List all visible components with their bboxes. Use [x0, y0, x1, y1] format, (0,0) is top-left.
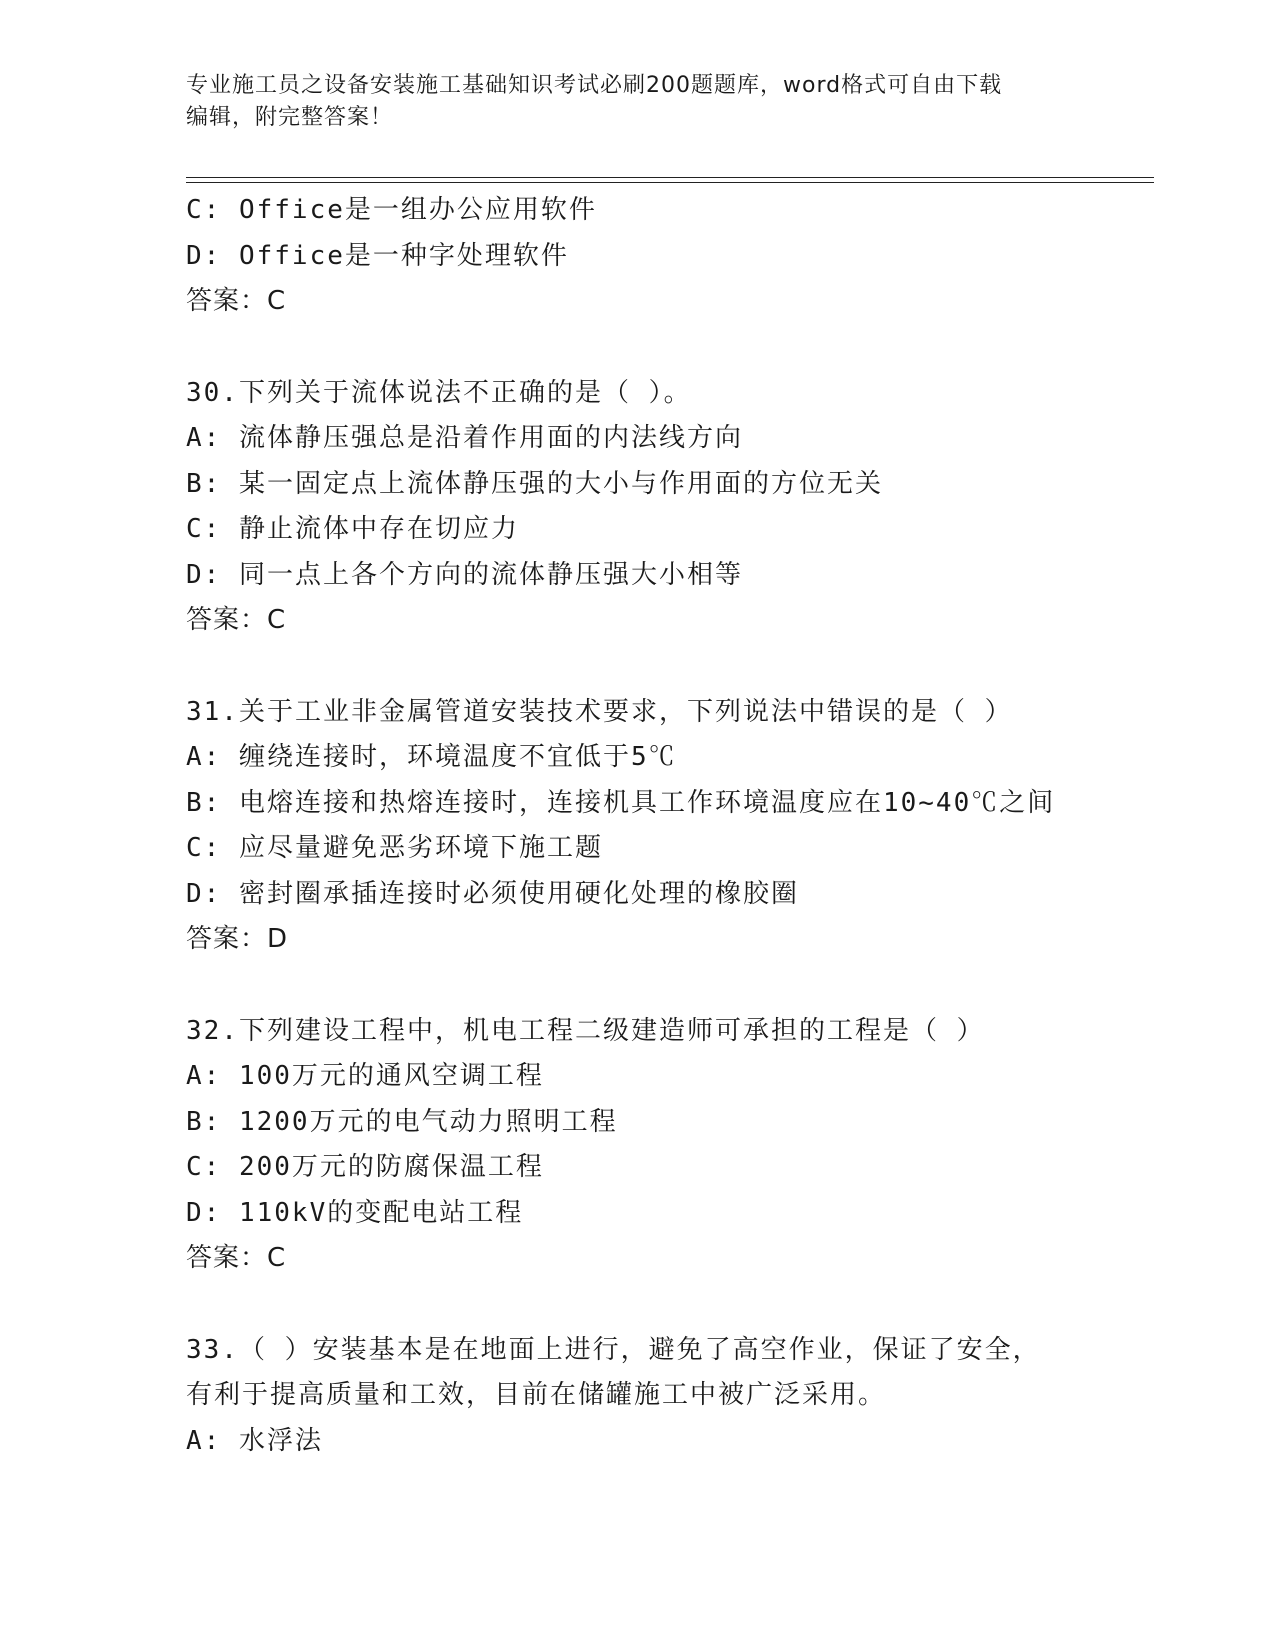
question-stem: 33.（ ）安装基本是在地面上进行，避免了高空作业，保证了安全，	[186, 1334, 1041, 1365]
spacer	[186, 1282, 1146, 1328]
answer: 答案：D	[186, 924, 289, 954]
option-c: C: 静止流体中存在切应力	[186, 514, 519, 544]
option-a: A: 水浮法	[186, 1425, 323, 1456]
document-body	[186, 188, 1146, 1464]
option-d: D: 密封圈承插连接时必须使用硬化处理的橡胶圈	[186, 878, 799, 909]
spacer	[186, 644, 1146, 690]
header-rule-bottom	[186, 182, 1154, 183]
option-c: C: 应尽量避免恶劣环境下施工题	[186, 833, 603, 863]
spacer	[186, 325, 1146, 371]
question-33	[186, 1328, 1146, 1465]
option-a: A: 缠绕连接时，环境温度不宜低于5℃	[186, 742, 677, 772]
option-c: C: Office是一组办公应用软件	[186, 195, 597, 225]
option-b: B: 某一固定点上流体静压强的大小与作用面的方位无关	[186, 468, 883, 499]
header-line-2: 编辑，附完整答案！	[186, 105, 394, 130]
option-a: A: 100万元的通风空调工程	[186, 1061, 544, 1091]
option-a: A: 流体静压强总是沿着作用面的内法线方向	[186, 423, 743, 453]
option-c: C: 200万元的防腐保温工程	[186, 1152, 544, 1182]
question-stem: 32.下列建设工程中，机电工程二级建造师可承担的工程是（ ）	[186, 1015, 985, 1046]
header-line-1: 专业施工员之设备安装施工基础知识考试必刷200题题库，word格式可自由下载	[186, 73, 1003, 98]
question-30	[186, 371, 1146, 644]
option-b: B: 1200万元的电气动力照明工程	[186, 1106, 618, 1137]
question-29-continued	[186, 188, 1146, 325]
answer: 答案：C	[186, 1243, 287, 1273]
question-32	[186, 1009, 1146, 1282]
question-stem: 30.下列关于流体说法不正确的是（ ）。	[186, 377, 692, 408]
answer: 答案：C	[186, 286, 287, 316]
spacer	[186, 963, 1146, 1009]
option-d: D: 110kV的变配电站工程	[186, 1197, 524, 1228]
document-header	[186, 70, 1086, 134]
option-b: B: 电熔连接和热熔连接时，连接机具工作环境温度应在10~40℃之间	[186, 787, 1056, 818]
option-d: D: Office是一种字处理软件	[186, 240, 569, 271]
answer: 答案：C	[186, 605, 287, 635]
question-31	[186, 690, 1146, 963]
question-stem-continued: 有利于提高质量和工效，目前在储罐施工中被广泛采用。	[186, 1380, 887, 1410]
option-d: D: 同一点上各个方向的流体静压强大小相等	[186, 559, 743, 590]
header-rule-top	[186, 177, 1154, 178]
question-stem: 31.关于工业非金属管道安装技术要求，下列说法中错误的是（ ）	[186, 696, 1013, 727]
